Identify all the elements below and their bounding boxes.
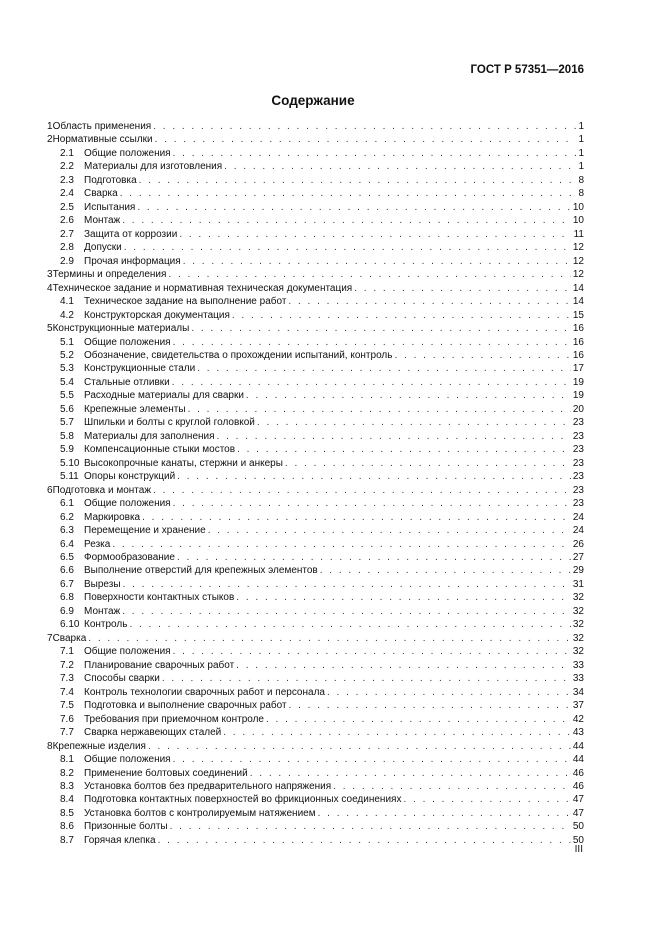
toc-entry-number: 2.7	[60, 228, 74, 240]
toc-entry-title: Подготовка и выполнение сварочных работ	[84, 700, 287, 712]
toc-entry-page: 32	[572, 605, 584, 617]
toc-entry[interactable]	[47, 834, 584, 847]
toc-entry-title: Компенсационные стыки мостов	[84, 444, 236, 456]
toc-entry-page: 23	[572, 457, 584, 469]
toc-entry[interactable]	[47, 484, 584, 497]
toc-leader-dots	[197, 362, 571, 375]
toc-entry-title: Горячая клепка	[84, 834, 156, 846]
toc-entry-number: 2.5	[60, 201, 74, 213]
toc-entry-title: Общие положения	[84, 646, 171, 658]
toc-entry[interactable]	[47, 524, 584, 537]
toc-entry-page: 1	[578, 121, 584, 132]
toc-entry[interactable]	[47, 282, 584, 295]
toc-entry-title: Применение болтовых соединений	[84, 767, 248, 779]
toc-leader-dots	[137, 201, 571, 214]
toc-entry[interactable]	[47, 578, 584, 591]
toc-entry-title: Стальные отливки	[84, 376, 170, 388]
toc-entry-number: 7.3	[60, 673, 74, 685]
standard-code: ГОСТ Р 57351—2016	[470, 64, 584, 76]
toc-entry[interactable]	[47, 726, 584, 739]
toc-entry[interactable]	[47, 389, 584, 402]
toc-entry-title: Техническое задание на выполнение работ	[84, 296, 287, 308]
toc-entry-title: Конструкционные материалы	[52, 323, 190, 335]
toc-entry-page: 10	[572, 201, 584, 213]
toc-entry-page: 16	[572, 349, 584, 361]
toc-leader-dots	[155, 133, 577, 146]
toc-leader-dots	[173, 753, 571, 766]
toc-entry-title: Область применения	[52, 121, 152, 132]
toc-entry-title: Маркировка	[84, 511, 141, 523]
toc-entry-page: 44	[572, 740, 584, 752]
toc-entry-page: 19	[572, 390, 584, 402]
toc-entry-title: Материалы для изготовления	[84, 161, 223, 173]
toc-entry-number: 2.6	[60, 215, 74, 227]
toc-entry-title: Испытания	[84, 201, 136, 213]
toc-entry[interactable]	[47, 618, 584, 631]
toc-entry-number: 5.1	[60, 336, 74, 348]
toc-entry[interactable]	[47, 605, 584, 618]
toc-entry-number: 5.5	[60, 390, 74, 402]
toc-entry-page: 23	[572, 498, 584, 510]
toc-leader-dots	[173, 336, 571, 349]
toc-entry-title: Прочая информация	[84, 255, 181, 267]
toc-entry-title: Расходные материалы для сварки	[84, 390, 244, 402]
toc-entry[interactable]	[47, 443, 584, 456]
toc-leader-dots	[173, 497, 571, 510]
toc-entry-page: 44	[572, 754, 584, 766]
toc-entry-title: Призонные болты	[84, 821, 168, 833]
toc-entry-page: 24	[572, 525, 584, 537]
toc-leader-dots	[153, 484, 571, 497]
toc-entry-page: 20	[572, 403, 584, 415]
toc-entry-page: 12	[572, 242, 584, 254]
toc-entry-page: 14	[572, 296, 584, 308]
toc-entry-title: Установка болтов с контролируемым натяжением	[84, 807, 316, 819]
toc-entry-number: 2.3	[60, 174, 74, 186]
toc-leader-dots	[327, 686, 571, 699]
toc-entry-number: 7	[47, 632, 53, 644]
toc-entry-page: 33	[572, 659, 584, 671]
toc-entry[interactable]	[47, 807, 584, 820]
toc-entry-title: Перемещение и хранение	[84, 525, 206, 537]
toc-entry-number: 2.4	[60, 188, 74, 200]
toc-entry[interactable]	[47, 713, 584, 726]
toc-entry[interactable]	[47, 133, 584, 146]
toc-entry[interactable]	[47, 470, 584, 483]
toc-entry-title: Сварка нержавеющих сталей	[84, 727, 222, 739]
toc-entry-page: 32	[572, 619, 584, 631]
toc-entry-title: Подготовка	[84, 174, 137, 186]
toc-leader-dots	[232, 309, 571, 322]
toc-leader-dots	[139, 174, 577, 187]
toc-entry-page: 32	[572, 592, 584, 604]
toc-entry[interactable]	[47, 511, 584, 524]
toc-entry-page: 1	[578, 161, 584, 173]
toc-entry-page: 26	[572, 538, 584, 550]
toc-leader-dots	[320, 564, 571, 577]
toc-entry-page: 32	[572, 646, 584, 658]
toc-entry-number: 5.8	[60, 430, 74, 442]
toc-entry[interactable]	[47, 632, 584, 645]
toc-entry-page: 50	[572, 821, 584, 833]
toc-leader-dots	[236, 659, 571, 672]
toc-title: Содержание	[271, 93, 355, 108]
toc-entry-number: 5.3	[60, 363, 74, 375]
toc-leader-dots	[285, 457, 571, 470]
toc-entry[interactable]	[47, 564, 584, 577]
toc-entry-number: 5	[47, 323, 53, 335]
toc-entry[interactable]	[47, 767, 584, 780]
toc-entry[interactable]	[47, 659, 584, 672]
toc-entry-title: Способы сварки	[84, 673, 160, 685]
toc-entry-number: 7.7	[60, 727, 74, 739]
toc-entry-page: 17	[572, 363, 584, 375]
toc-entry[interactable]	[47, 457, 584, 470]
toc-leader-dots	[403, 793, 570, 806]
toc-entry-title: Резка	[84, 538, 111, 550]
toc-entry-number: 8.3	[60, 780, 74, 792]
toc-entry[interactable]	[47, 538, 584, 551]
toc-entry-page: 29	[572, 565, 584, 577]
toc-entry-title: Обозначение, свидетельства о прохождении испытаний, контроль	[84, 349, 393, 361]
toc-entry-title: Поверхности контактных стыков	[84, 592, 235, 604]
toc-leader-dots	[257, 416, 571, 429]
toc-entry-title: Защита от коррозии	[84, 228, 178, 240]
toc-entry-page: 1	[578, 134, 584, 146]
toc-leader-dots	[142, 511, 571, 524]
toc-entry-number: 6.10	[60, 619, 80, 631]
toc-entry-page: 43	[572, 727, 584, 739]
toc-entry-page: 16	[572, 336, 584, 348]
toc-leader-dots	[224, 160, 576, 173]
toc-leader-dots	[124, 241, 571, 254]
toc-leader-dots	[153, 120, 576, 133]
toc-entry-title: Допуски	[84, 242, 122, 254]
toc-entry-number: 1	[47, 121, 53, 132]
toc-entry-number: 4.1	[60, 296, 74, 308]
toc-entry-number: 8	[47, 740, 53, 752]
toc-entry[interactable]	[47, 336, 584, 349]
toc-entry[interactable]	[47, 228, 584, 241]
toc-entry[interactable]	[47, 255, 584, 268]
toc-entry-title: Контроль	[84, 619, 128, 631]
toc-leader-dots	[237, 443, 571, 456]
toc-entry-page: 23	[572, 417, 584, 429]
toc-entry-page: 32	[572, 632, 584, 644]
toc-entry[interactable]	[47, 497, 584, 510]
toc-entry-title: Сварка	[52, 632, 87, 644]
toc-entry[interactable]	[47, 309, 584, 322]
toc-entry-title: Общие положения	[84, 336, 171, 348]
toc-entry-number: 4	[47, 282, 53, 294]
toc-entry-title: Высокопрочные канаты, стержни и анкеры	[84, 457, 283, 469]
toc-entry[interactable]	[47, 362, 584, 375]
toc-entry[interactable]	[47, 551, 584, 564]
toc-entry[interactable]	[47, 686, 584, 699]
toc-leader-dots	[177, 551, 571, 564]
toc-entry[interactable]	[47, 699, 584, 712]
toc-entry-page: 47	[572, 807, 584, 819]
toc-entry[interactable]	[47, 214, 584, 227]
toc-leader-dots	[394, 349, 570, 362]
toc-entry-title: Установка болтов без предварительного напряжения	[84, 780, 332, 792]
toc-entry-number: 7.4	[60, 686, 74, 698]
toc-entry-page: 8	[578, 188, 584, 200]
toc-entry-title: Подготовка и монтаж	[52, 484, 152, 496]
toc-entry[interactable]	[47, 645, 584, 658]
toc-entry[interactable]	[47, 201, 584, 214]
toc-entry[interactable]	[47, 793, 584, 806]
toc-entry-number: 5.4	[60, 376, 74, 388]
toc-entry-number: 3	[47, 269, 53, 281]
toc-entry-number: 2.9	[60, 255, 74, 267]
toc-entry-page: 31	[572, 578, 584, 590]
toc-leader-dots	[208, 524, 571, 537]
toc-entry[interactable]	[47, 349, 584, 362]
toc-entry-title: Вырезы	[84, 578, 121, 590]
toc-entry[interactable]	[47, 416, 584, 429]
toc-entry-title: Контроль технологии сварочных работ и персонала	[84, 686, 325, 698]
toc-entry-page: 23	[572, 484, 584, 496]
toc-entry-title: Общие положения	[84, 754, 171, 766]
toc-entry-number: 2.1	[60, 147, 74, 159]
toc-leader-dots	[191, 322, 571, 335]
toc-leader-dots	[122, 214, 571, 227]
toc-leader-dots	[223, 726, 571, 739]
toc-leader-dots	[120, 187, 577, 200]
toc-entry-page: 12	[572, 255, 584, 267]
toc-entry[interactable]	[47, 820, 584, 833]
toc-entry[interactable]	[47, 753, 584, 766]
toc-leader-dots	[246, 389, 571, 402]
toc-entry-title: Монтаж	[84, 605, 121, 617]
toc-leader-dots	[188, 403, 571, 416]
toc-entry[interactable]	[47, 672, 584, 685]
toc-entry[interactable]	[47, 295, 584, 308]
toc-entry-title: Монтаж	[84, 215, 121, 227]
toc-entry[interactable]	[47, 120, 584, 133]
toc-entry-title: Общие положения	[84, 147, 171, 159]
toc-leader-dots	[318, 807, 571, 820]
toc-entry-number: 7.1	[60, 646, 74, 658]
toc-entry[interactable]	[47, 591, 584, 604]
toc-entry[interactable]	[47, 780, 584, 793]
toc-entry-number: 7.5	[60, 700, 74, 712]
toc-leader-dots	[173, 645, 571, 658]
toc-entry-page: 14	[572, 282, 584, 294]
toc-entry[interactable]	[47, 268, 584, 281]
toc-entry[interactable]	[47, 322, 584, 335]
toc-entry-title: Материалы для заполнения	[84, 430, 215, 442]
toc-entry-number: 6.6	[60, 565, 74, 577]
toc-entry-title: Общие положения	[84, 498, 171, 510]
toc-entry-page: 1	[578, 147, 584, 159]
toc-entry-page: 19	[572, 376, 584, 388]
toc-entry-title: Шпильки и болты с круглой головкой	[84, 417, 255, 429]
toc-entry-number: 2.2	[60, 161, 74, 173]
toc-leader-dots	[168, 268, 570, 281]
toc-entry-number: 6.9	[60, 605, 74, 617]
toc-leader-dots	[88, 632, 571, 645]
toc-leader-dots	[162, 672, 571, 685]
toc-entry-page: 11	[573, 228, 584, 240]
toc-entry-title: Требования при приемочном контроле	[84, 713, 264, 725]
toc-entry-number: 8.1	[60, 754, 74, 766]
toc-entry-number: 8.4	[60, 794, 74, 806]
toc-leader-dots	[177, 470, 571, 483]
toc-entry-number: 8.7	[60, 834, 74, 846]
toc-entry-page: 23	[572, 430, 584, 442]
toc-entry-number: 8.6	[60, 821, 74, 833]
toc-leader-dots	[266, 713, 571, 726]
toc-entry-page: 46	[572, 780, 584, 792]
toc-leader-dots	[354, 282, 571, 295]
toc-entry-title: Конструкторская документация	[84, 309, 230, 321]
toc-entry-page: 8	[578, 174, 584, 186]
toc-leader-dots	[112, 538, 571, 551]
toc-leader-dots	[288, 295, 570, 308]
toc-entry-title: Сварка	[84, 188, 118, 200]
toc-entry-number: 6.5	[60, 552, 74, 563]
toc-entry-title: Конструкционные стали	[84, 363, 196, 375]
toc-entry[interactable]	[47, 241, 584, 254]
table-of-contents	[47, 120, 584, 847]
toc-entry-number: 7.2	[60, 659, 74, 671]
page-number: III	[574, 844, 583, 855]
toc-leader-dots	[236, 591, 571, 604]
toc-entry[interactable]	[47, 160, 584, 173]
toc-entry-number: 2	[47, 134, 53, 146]
toc-leader-dots	[170, 820, 571, 833]
toc-entry-number: 5.10	[60, 457, 80, 469]
toc-entry[interactable]	[47, 403, 584, 416]
toc-entry-page: 23	[572, 444, 584, 456]
toc-entry-title: Крепежные изделия	[52, 740, 146, 752]
toc-leader-dots	[217, 430, 571, 443]
toc-entry-number: 4.2	[60, 309, 74, 321]
toc-entry-page: 23	[572, 471, 584, 483]
toc-entry[interactable]	[47, 147, 584, 160]
toc-entry-number: 5.7	[60, 417, 74, 429]
toc-entry-number: 8.2	[60, 767, 74, 779]
toc-entry-number: 7.6	[60, 713, 74, 725]
toc-entry-title: Выполнение отверстий для крепежных элементов	[84, 565, 318, 577]
toc-entry-title: Подготовка контактных поверхностей во фрикционных соединениях	[84, 794, 402, 806]
toc-entry-page: 47	[572, 794, 584, 806]
toc-entry-page: 12	[572, 269, 584, 281]
toc-entry-number: 6.2	[60, 511, 74, 523]
toc-entry-page: 37	[572, 700, 584, 712]
toc-entry-page: 24	[572, 511, 584, 523]
toc-entry[interactable]	[47, 174, 584, 187]
toc-entry-number: 2.8	[60, 242, 74, 254]
toc-entry-title: Крепежные элементы	[84, 403, 186, 415]
toc-leader-dots	[250, 767, 571, 780]
toc-entry-title: Термины и определения	[52, 269, 167, 281]
toc-entry-number: 6.8	[60, 592, 74, 604]
toc-leader-dots	[148, 740, 571, 753]
toc-entry-number: 6.1	[60, 498, 74, 510]
toc-leader-dots	[289, 699, 571, 712]
toc-entry-title: Техническое задание и нормативная техническая документация	[52, 282, 353, 294]
toc-leader-dots	[179, 228, 571, 241]
toc-leader-dots	[173, 147, 577, 160]
toc-leader-dots	[183, 255, 571, 268]
toc-entry-number: 6.7	[60, 578, 74, 590]
toc-entry-number: 6.3	[60, 525, 74, 537]
toc-entry-number: 5.11	[60, 471, 79, 483]
toc-entry-title: Опоры конструкций	[84, 471, 176, 483]
toc-entry-title: Планирование сварочных работ	[84, 659, 235, 671]
toc-leader-dots	[158, 834, 571, 847]
toc-entry[interactable]	[47, 376, 584, 389]
toc-entry[interactable]	[47, 430, 584, 443]
toc-entry-page: 27	[572, 552, 584, 563]
toc-entry-number: 6.4	[60, 538, 74, 550]
toc-entry-title: Нормативные ссылки	[52, 134, 153, 146]
toc-entry-page: 16	[572, 323, 584, 335]
toc-leader-dots	[122, 605, 571, 618]
toc-entry-page: 50	[572, 834, 584, 846]
toc-entry-number: 5.2	[60, 349, 74, 361]
toc-entry[interactable]	[47, 187, 584, 200]
toc-entry-page: 46	[572, 767, 584, 779]
toc-entry-number: 6	[47, 484, 53, 496]
toc-entry-title: Формообразование	[84, 552, 175, 563]
toc-entry-page: 10	[572, 215, 584, 227]
toc-entry-number: 8.5	[60, 807, 74, 819]
toc-leader-dots	[172, 376, 571, 389]
toc-leader-dots	[129, 618, 570, 631]
toc-entry[interactable]	[47, 740, 584, 753]
toc-entry-page: 34	[572, 686, 584, 698]
toc-entry-number: 5.9	[60, 444, 74, 456]
toc-entry-page: 42	[572, 713, 584, 725]
toc-entry-page: 15	[572, 309, 584, 321]
toc-leader-dots	[123, 578, 571, 591]
toc-entry-page: 33	[572, 673, 584, 685]
toc-entry-number: 5.6	[60, 403, 74, 415]
toc-leader-dots	[333, 780, 571, 793]
